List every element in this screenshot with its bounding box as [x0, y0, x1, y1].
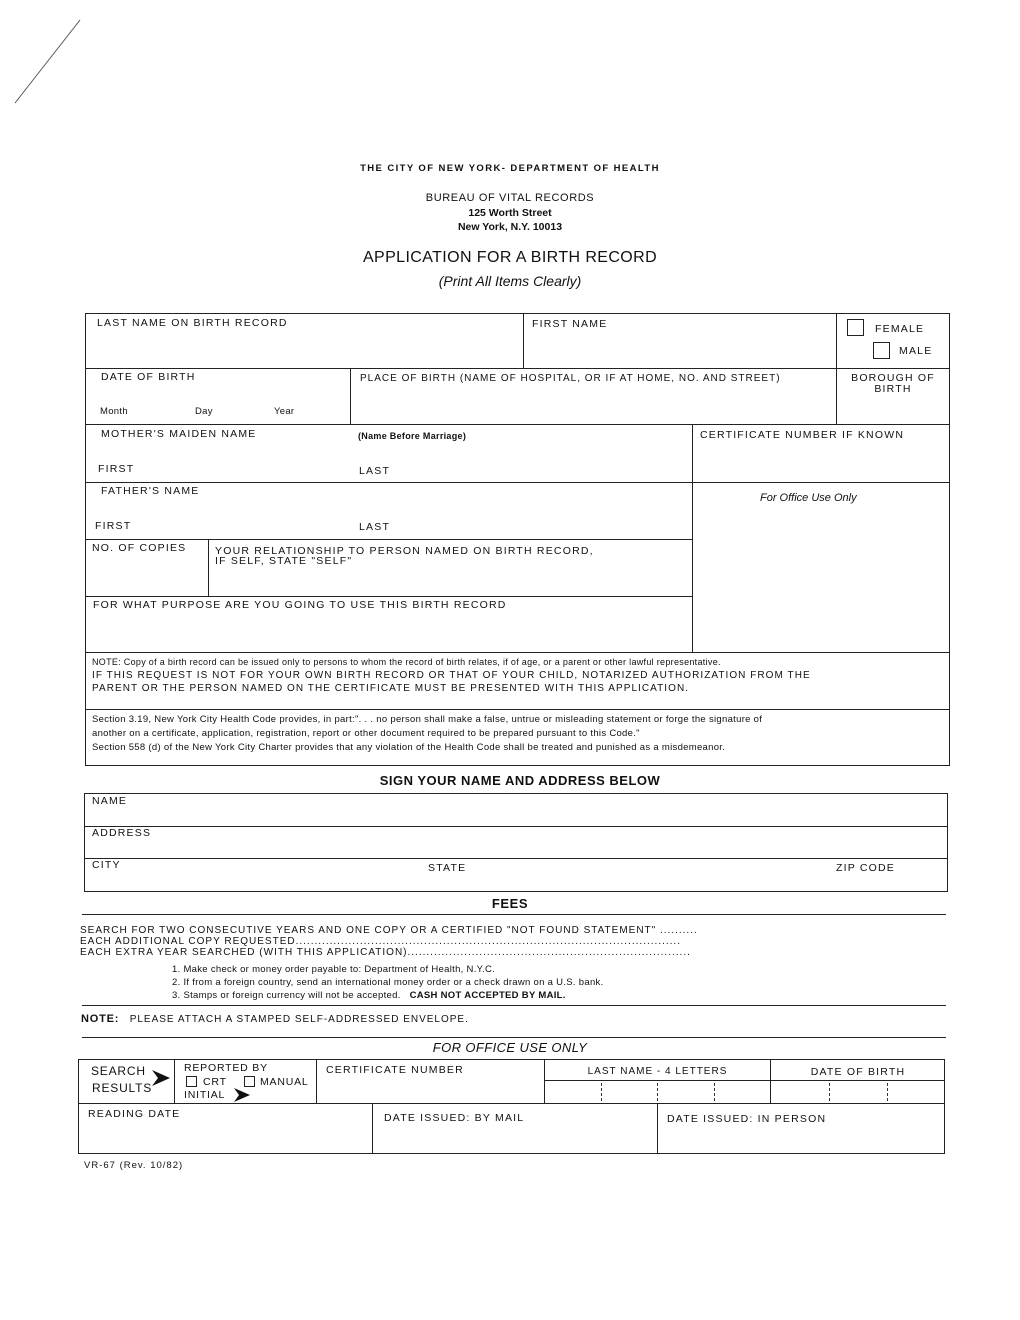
purpose-field[interactable] [88, 613, 688, 650]
office-dob-label: DATE OF BIRTH [810, 1066, 906, 1078]
form-id: VR-67 (Rev. 10/82) [84, 1160, 184, 1171]
issued-mail-label: DATE ISSUED: BY MAIL [384, 1112, 525, 1124]
name-before-marriage-label: (Name Before Marriage) [358, 431, 467, 441]
department-header: THE CITY OF NEW YORK- DEPARTMENT OF HEALTH [360, 163, 660, 174]
year-label: Year [274, 406, 295, 417]
sign-state-field[interactable] [425, 874, 825, 890]
mothers-maiden-name-label: MOTHER'S MAIDEN NAME [101, 428, 257, 440]
mother-first-label: FIRST [98, 463, 135, 475]
form-subtitle: (Print All Items Clearly) [438, 273, 582, 289]
mothers-maiden-name-field[interactable] [88, 442, 688, 462]
office-heading: FOR OFFICE USE ONLY [432, 1040, 588, 1055]
initial-arrow-icon [232, 1085, 254, 1105]
mother-last-label: LAST [359, 465, 391, 477]
note-line2: IF THIS REQUEST IS NOT FOR YOUR OWN BIRTH RECORD OR THAT OF YOUR CHILD, NOTARIZED AUTHORIZATION FROM THE [92, 670, 811, 681]
issued-mail-field[interactable] [376, 1126, 654, 1152]
sign-zip-field[interactable] [834, 874, 944, 890]
certificate-number-label: CERTIFICATE NUMBER IF KNOWN [700, 429, 905, 441]
fees-item3 [172, 990, 566, 1001]
sign-address-label: ADDRESS [92, 827, 152, 839]
fees-heading: FEES [491, 896, 529, 911]
legal-line1: Section 3.19, New York City Health Code provides, in part:". . . no person shall make a false, untrue or misleading statement or forge the signature of [92, 714, 763, 725]
envelope-note-text: PLEASE ATTACH A STAMPED SELF-ADDRESSED ENVELOPE. [129, 1014, 469, 1025]
female-checkbox[interactable] [847, 319, 864, 336]
issued-person-label: DATE ISSUED: IN PERSON [667, 1113, 827, 1125]
bureau-city: New York, N.Y. 10013 [457, 221, 563, 233]
issued-person-field[interactable] [661, 1127, 943, 1152]
fees-line2: EACH ADDITIONAL COPY REQUESTED...................................................................................................... [80, 936, 681, 947]
relationship-field[interactable] [211, 568, 689, 594]
place-of-birth-label: PLACE OF BIRTH (NAME OF HOSPITAL, OR IF AT HOME, NO. AND STREET) [360, 373, 781, 384]
results-label: RESULTS [92, 1081, 153, 1095]
relationship-label-line1: YOUR RELATIONSHIP TO PERSON NAMED ON BIRTH RECORD, [215, 545, 594, 557]
borough-field[interactable] [839, 397, 947, 422]
father-last-label: LAST [359, 521, 391, 533]
sign-address-field[interactable] [160, 829, 945, 856]
search-arrow-icon [150, 1066, 174, 1090]
male-label: MALE [899, 345, 933, 357]
legal-line3: Section 558 (d) of the New York City Charter provides that any violation of the Health Code shall be treated and punished as a misdemeanor. [92, 742, 726, 753]
copies-field[interactable] [88, 556, 206, 594]
month-label: Month [100, 406, 128, 417]
legal-line2: another on a certificate, application, registration, report or other document required to be prepared pursuant to this Code." [92, 728, 640, 739]
date-of-birth-field[interactable] [88, 384, 348, 404]
sign-heading: SIGN YOUR NAME AND ADDRESS BELOW [379, 773, 661, 788]
relationship-label-line2: IF SELF, STATE "SELF" [215, 555, 353, 567]
cash-not-accepted: CASH NOT ACCEPTED BY MAIL. [409, 990, 566, 1001]
crt-checkbox[interactable] [186, 1076, 197, 1087]
fees-item1: 1. Make check or money order payable to: Department of Health, N.Y.C. [172, 964, 496, 975]
sign-zip-label: ZIP CODE [836, 862, 895, 874]
search-label: SEARCH [91, 1064, 146, 1078]
office-certificate-number-label: CERTIFICATE NUMBER [326, 1064, 464, 1076]
reported-by-label: REPORTED BY [184, 1062, 268, 1074]
date-of-birth-label: DATE OF BIRTH [101, 371, 196, 383]
crt-label: CRT [203, 1076, 227, 1088]
sign-city-field[interactable] [125, 872, 415, 890]
sign-state-label: STATE [428, 862, 467, 874]
male-checkbox[interactable] [873, 342, 890, 359]
sign-name-field[interactable] [140, 796, 945, 824]
copies-label: NO. OF COPIES [92, 542, 187, 554]
last-name-field[interactable] [88, 330, 520, 366]
office-certificate-number-field[interactable] [320, 1078, 540, 1100]
place-of-birth-field[interactable] [353, 388, 833, 422]
fees-item3-text: 3. Stamps or foreign currency will not be accepted. [172, 990, 401, 1001]
borough-label-line1: BOROUGH OF [851, 372, 935, 384]
fees-line1: SEARCH FOR TWO CONSECUTIVE YEARS AND ONE COPY OR A CERTIFIED "NOT FOUND STATEMENT" .......... [80, 925, 698, 936]
office-use-only-label: For Office Use Only [760, 492, 857, 504]
last-name-label: LAST NAME ON BIRTH RECORD [97, 317, 288, 329]
female-label: FEMALE [875, 323, 925, 335]
initial-label: INITIAL [184, 1089, 226, 1101]
purpose-label: FOR WHAT PURPOSE ARE YOU GOING TO USE THIS BIRTH RECORD [93, 599, 507, 611]
father-first-label: FIRST [95, 520, 132, 532]
last-name-4-label: LAST NAME - 4 LETTERS [587, 1066, 728, 1077]
note-line3: PARENT OR THE PERSON NAMED ON THE CERTIFICATE MUST BE PRESENTED WITH THIS APPLICATION. [92, 683, 690, 694]
certificate-number-field[interactable] [695, 443, 947, 480]
fathers-name-label: FATHER'S NAME [101, 485, 200, 497]
first-name-field[interactable] [526, 332, 832, 366]
reading-date-field[interactable] [82, 1122, 368, 1152]
bureau-street: 125 Worth Street [468, 207, 552, 219]
first-name-label: FIRST NAME [532, 318, 608, 330]
envelope-note-label: NOTE: [81, 1013, 120, 1025]
fathers-name-field[interactable] [88, 498, 688, 518]
sign-name-label: NAME [92, 795, 128, 807]
reading-date-label: READING DATE [88, 1108, 181, 1120]
scan-mark [10, 15, 90, 110]
day-label: Day [195, 406, 213, 417]
form-title: APPLICATION FOR A BIRTH RECORD [362, 249, 658, 266]
note-line1: NOTE: Copy of a birth record can be issued only to persons to whom the record of birth relates, if of age, or a parent or other lawful representative. [92, 657, 721, 667]
fees-item2: 2. If from a foreign country, send an international money order or a check drawn on a U.S. bank. [172, 977, 604, 988]
office-dob-field[interactable] [773, 1082, 943, 1102]
fees-line3: EACH EXTRA YEAR SEARCHED (WITH THIS APPLICATION)........................................................................... [80, 947, 691, 958]
manual-label: MANUAL [260, 1076, 309, 1088]
sign-city-label: CITY [92, 859, 121, 871]
bureau-name: BUREAU OF VITAL RECORDS [425, 192, 595, 204]
envelope-note [81, 1009, 469, 1027]
last-name-4-field[interactable] [547, 1082, 767, 1102]
borough-label-line2: BIRTH [874, 383, 912, 395]
